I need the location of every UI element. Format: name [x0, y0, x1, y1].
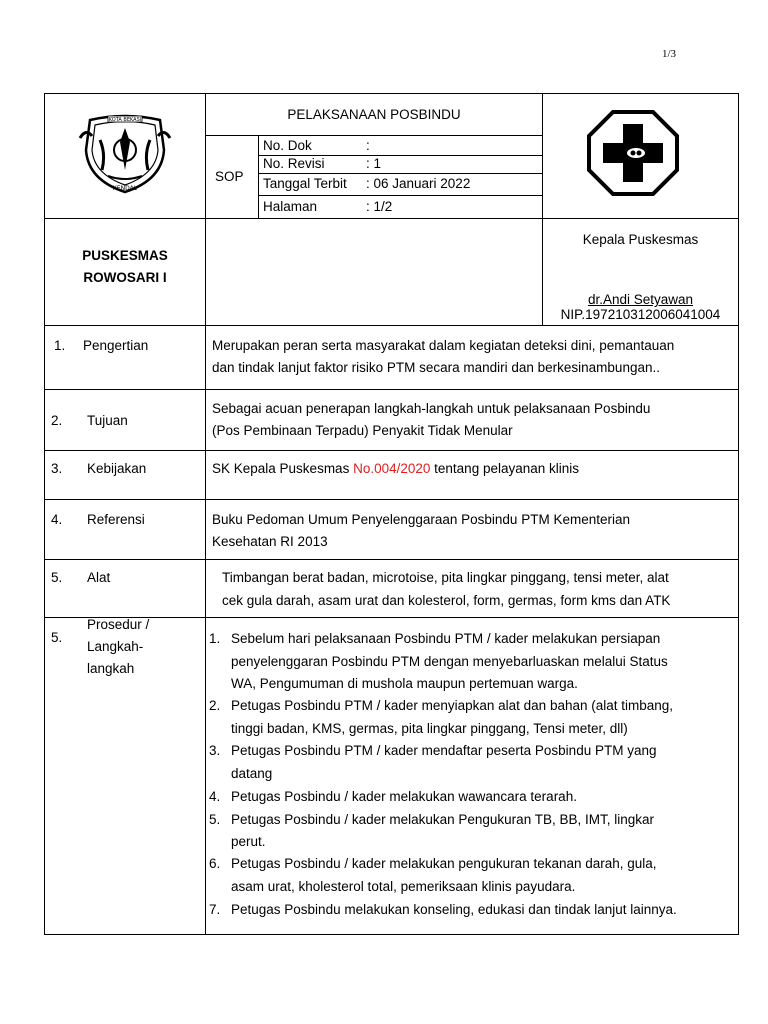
section-label-line: langkah	[87, 661, 135, 676]
step-line: perut.	[231, 834, 266, 849]
kebijakan-text-pre: SK Kepala Puskesmas	[212, 461, 354, 476]
step-number: 4.	[209, 789, 221, 804]
step-line: Petugas Posbindu melakukan konseling, edukasi dan tindak lanjut lainnya.	[231, 902, 677, 917]
section-number: 4.	[51, 512, 63, 527]
step-number: 3.	[209, 743, 221, 758]
step-line: Petugas Posbindu / kader melakukan wawancara terarah.	[231, 789, 577, 804]
field-no-revisi-value: : 1	[366, 156, 382, 171]
logo-text-bottom: KENDAL	[112, 185, 138, 192]
kebijakan-sk-number: No.004/2020	[353, 461, 431, 476]
city-emblem-logo	[78, 110, 172, 196]
section-text-line: Sebagai acuan penerapan langkah-langkah untuk pelaksanaan Posbindu	[212, 401, 651, 416]
step-line: Petugas Posbindu / kader melakukan Pengukuran TB, BB, IMT, lingkar	[231, 812, 654, 827]
section-text-line: Buku Pedoman Umum Penyelenggaraan Posbindu PTM Kementerian	[212, 512, 630, 527]
field-no-revisi-label: No. Revisi	[263, 156, 325, 171]
step-line: Petugas Posbindu PTM / kader mendaftar peserta Posbindu PTM yang	[231, 743, 657, 758]
section-number: 1.	[54, 338, 66, 353]
step-line: asam urat, kholesterol total, pemeriksaan klinis payudara.	[231, 879, 576, 894]
section-label-line: Prosedur /	[87, 617, 150, 632]
field-tanggal-value: : 06 Januari 2022	[366, 176, 471, 191]
section-text-line: Timbangan berat badan, microtoise, pita lingkar pinggang, tensi meter, alat	[222, 570, 669, 585]
step-line: WA, Pengumuman di mushola maupun pertemuan warga.	[231, 676, 578, 691]
section-number: 2.	[51, 413, 63, 428]
field-no-dok-value: :	[366, 138, 370, 153]
step-line: tinggi badan, KMS, germas, pita lingkar pinggang, Tensi meter, dll)	[231, 721, 628, 736]
step-number: 1.	[209, 631, 221, 646]
field-tanggal-label: Tanggal Terbit	[263, 176, 347, 191]
section-number: 3.	[51, 461, 63, 476]
org-name-line2: ROWOSARI I	[83, 270, 167, 285]
step-number: 2.	[209, 698, 221, 713]
field-no-dok-label: No. Dok	[263, 138, 312, 153]
step-line: penyelenggaran Posbindu PTM dengan menyebarluaskan melalui Status	[231, 654, 668, 669]
kebijakan-text	[212, 458, 579, 480]
step-number: 7.	[209, 902, 221, 917]
step-line: Petugas Posbindu / kader melakukan pengukuran tekanan darah, gula,	[231, 856, 657, 871]
signatory-role: Kepala Puskesmas	[582, 232, 699, 247]
signatory-name: dr.Andi Setyawan	[587, 292, 694, 307]
org-name-line1: PUSKESMAS	[82, 248, 168, 263]
signatory-nip: NIP.197210312006041004	[560, 307, 721, 322]
step-number: 6.	[209, 856, 221, 871]
section-text-line: cek gula darah, asam urat dan kolesterol, form, germas, form kms dan ATK	[222, 593, 671, 608]
step-line: Sebelum hari pelaksanaan Posbindu PTM / kader melakukan persiapan	[231, 631, 661, 646]
health-cross-logo	[587, 110, 679, 196]
section-label: Tujuan	[87, 413, 128, 428]
step-line: datang	[231, 766, 273, 781]
document-title: PELAKSANAAN POSBINDU	[287, 107, 461, 122]
page-number: 1/3	[662, 48, 677, 60]
field-halaman-label: Halaman	[263, 199, 318, 214]
field-halaman-value: : 1/2	[366, 199, 393, 214]
kebijakan-text-post: tentang pelayanan klinis	[430, 461, 580, 476]
section-label: Pengertian	[83, 338, 149, 353]
section-label: Alat	[87, 570, 111, 585]
section-number: 5.	[51, 570, 63, 585]
section-label: Kebijakan	[87, 461, 147, 476]
section-label: Referensi	[87, 512, 145, 527]
section-text-line: Merupakan peran serta masyarakat dalam kegiatan deteksi dini, pemantauan	[212, 338, 675, 353]
section-text-line: dan tindak lanjut faktor risiko PTM secara mandiri dan berkesinambungan..	[212, 360, 660, 375]
section-text-line: (Pos Pembinaan Terpadu) Penyakit Tidak Menular	[212, 423, 513, 438]
section-label-line: Langkah-	[87, 639, 144, 654]
section-number: 5.	[51, 630, 63, 645]
step-line: Petugas Posbindu PTM / kader menyiapkan alat dan bahan (alat timbang,	[231, 698, 674, 713]
doc-type-sop: SOP	[215, 169, 244, 184]
step-number: 5.	[209, 812, 221, 827]
section-text-line: Kesehatan RI 2013	[212, 534, 328, 549]
logo-text-top: KOTA BEKASI	[108, 117, 142, 123]
